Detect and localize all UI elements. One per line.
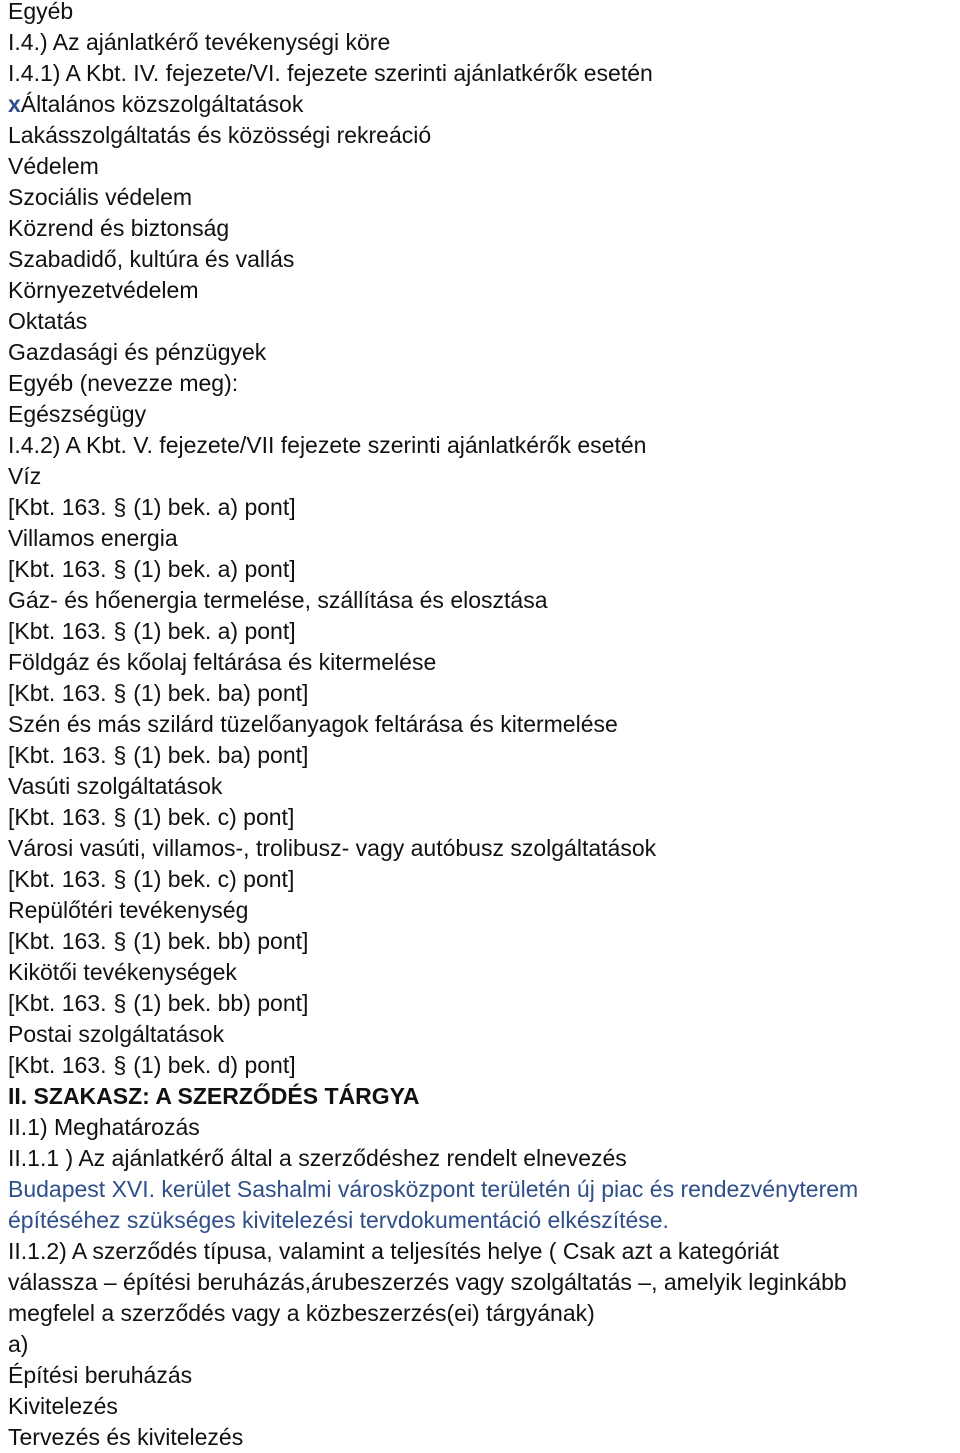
ref-point: ba) pont] [217, 680, 309, 706]
ref-point: a) pont] [217, 618, 296, 644]
ref-point: a) pont] [217, 556, 296, 582]
ref-point: a) pont] [217, 494, 296, 520]
heading-ii1: II.1) Meghatározás [8, 1114, 200, 1140]
activity-item: Szociális védelem [8, 184, 193, 210]
sector-name: Víz [8, 463, 42, 489]
checked-item [8, 89, 960, 120]
ref-prefix: [Kbt. 163. [8, 990, 107, 1016]
activity-item: Lakásszolgáltatás és közösségi rekreáció [8, 122, 432, 148]
ref-point: bb) pont] [217, 928, 309, 954]
section-title: II. SZAKASZ: A SZERZŐDÉS TÁRGYA [8, 1083, 420, 1109]
ref-prefix: [Kbt. 163. [8, 742, 107, 768]
section-sign-icon: § [113, 1052, 127, 1078]
legal-reference [8, 554, 960, 585]
legal-reference [8, 616, 960, 647]
ref-prefix: [Kbt. 163. [8, 618, 107, 644]
ref-mid: (1) bek. [133, 1052, 212, 1078]
sector-name: Gáz- és hőenergia termelése, szállítása és elosztása [8, 587, 548, 613]
activity-item: Gazdasági és pénzügyek [8, 339, 267, 365]
ref-point: c) pont] [217, 866, 295, 892]
option-label: a) [8, 1331, 29, 1357]
heading-i42: I.4.2) A Kbt. V. fejezete/VII fejezete szerinti ajánlatkérők esetén [8, 432, 647, 458]
contract-type-text: válassza – építési beruházás,árubeszerzés vagy szolgáltatás –, amelyik leginkább [8, 1269, 847, 1295]
ref-prefix: [Kbt. 163. [8, 804, 107, 830]
activity-item: Közrend és biztonság [8, 215, 230, 241]
ref-point: ba) pont] [217, 742, 309, 768]
sector-name: Villamos energia [8, 525, 178, 551]
legal-reference [8, 802, 960, 833]
ref-point: c) pont] [217, 804, 295, 830]
ref-mid: (1) bek. [133, 494, 212, 520]
section-sign-icon: § [113, 990, 127, 1016]
legal-reference [8, 988, 960, 1019]
legal-reference [8, 1050, 960, 1081]
heading-ii12: II.1.2) A szerződés típusa, valamint a teljesítés helye ( Csak azt a kategóriát [8, 1238, 779, 1264]
ref-mid: (1) bek. [133, 742, 212, 768]
sector-name: Postai szolgáltatások [8, 1021, 225, 1047]
document-page [8, 0, 960, 1453]
section-sign-icon: § [113, 618, 127, 644]
ref-mid: (1) bek. [133, 928, 212, 954]
ref-mid: (1) bek. [133, 866, 212, 892]
ref-prefix: [Kbt. 163. [8, 1052, 107, 1078]
ref-mid: (1) bek. [133, 680, 212, 706]
heading-i4: I.4.) Az ajánlatkérő tevékenységi köre [8, 29, 391, 55]
section-sign-icon: § [113, 742, 127, 768]
section-sign-icon: § [113, 866, 127, 892]
legal-reference [8, 864, 960, 895]
text-line: Egyéb [8, 0, 74, 24]
heading-ii11: II.1.1 ) Az ajánlatkérő által a szerződéshez rendelt elnevezés [8, 1145, 627, 1171]
activity-item: Egészségügy [8, 401, 147, 427]
activity-item: Védelem [8, 153, 99, 179]
section-sign-icon: § [113, 680, 127, 706]
sector-name: Szén és más szilárd tüzelőanyagok feltárása és kitermelése [8, 711, 618, 737]
legal-reference [8, 678, 960, 709]
checked-item-label: Általános közszolgáltatások [20, 91, 304, 117]
ref-point: bb) pont] [217, 990, 309, 1016]
ref-prefix: [Kbt. 163. [8, 928, 107, 954]
ref-mid: (1) bek. [133, 556, 212, 582]
ref-mid: (1) bek. [133, 990, 212, 1016]
legal-reference [8, 492, 960, 523]
ref-prefix: [Kbt. 163. [8, 494, 107, 520]
sector-name: Kikötői tevékenységek [8, 959, 237, 985]
contract-option: Tervezés és kivitelezés [8, 1424, 244, 1450]
ref-point: d) pont] [217, 1052, 296, 1078]
activity-item: Oktatás [8, 308, 88, 334]
activity-item: Környezetvédelem [8, 277, 199, 303]
sector-name: Városi vasúti, villamos-, trolibusz- vagy autóbusz szolgáltatások [8, 835, 657, 861]
heading-i41: I.4.1) A Kbt. IV. fejezete/VI. fejezete szerinti ajánlatkérők esetén [8, 60, 653, 86]
section-sign-icon: § [113, 556, 127, 582]
legal-reference [8, 740, 960, 771]
ref-mid: (1) bek. [133, 618, 212, 644]
contract-option: Építési beruházás [8, 1362, 193, 1388]
section-sign-icon: § [113, 928, 127, 954]
section-sign-icon: § [113, 804, 127, 830]
ref-mid: (1) bek. [133, 804, 212, 830]
sector-name: Vasúti szolgáltatások [8, 773, 223, 799]
x-mark-icon: x [8, 91, 21, 117]
contract-name-line: építéséhez szükséges kivitelezési tervdokumentáció elkészítése. [8, 1207, 669, 1233]
activity-item: Egyéb (nevezze meg): [8, 370, 239, 396]
legal-reference [8, 926, 960, 957]
activity-item: Szabadidő, kultúra és vallás [8, 246, 295, 272]
sector-name: Repülőtéri tevékenység [8, 897, 249, 923]
sector-name: Földgáz és kőolaj feltárása és kitermelése [8, 649, 437, 675]
contract-name-line: Budapest XVI. kerület Sashalmi városközpont területén új piac és rendezvényterem [8, 1176, 859, 1202]
ref-prefix: [Kbt. 163. [8, 866, 107, 892]
contract-type-text: megfelel a szerződés vagy a közbeszerzés(ei) tárgyának) [8, 1300, 595, 1326]
contract-option: Kivitelezés [8, 1393, 118, 1419]
ref-prefix: [Kbt. 163. [8, 556, 107, 582]
ref-prefix: [Kbt. 163. [8, 680, 107, 706]
section-sign-icon: § [113, 494, 127, 520]
